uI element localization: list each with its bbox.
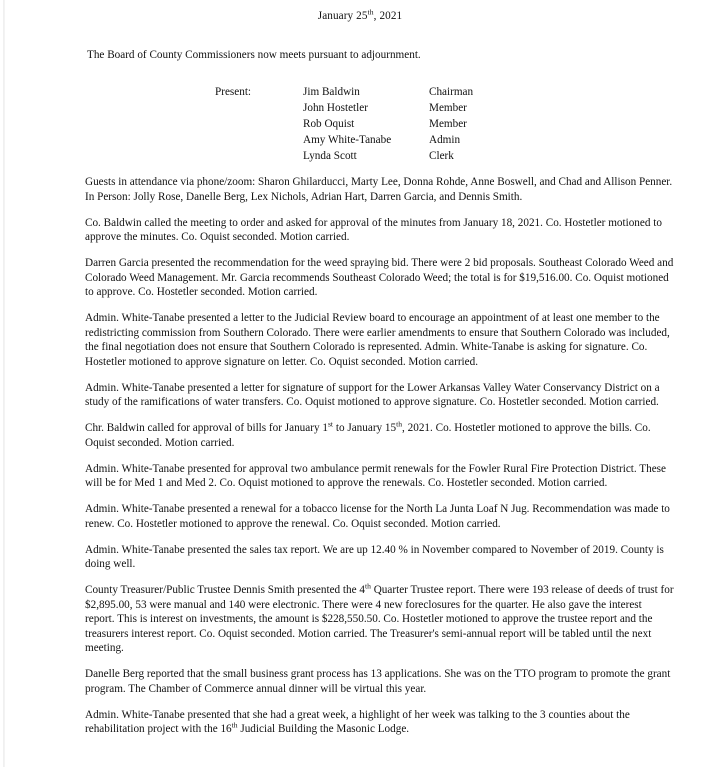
bills-ordinal-fifteenth: th [396,419,403,429]
highlight-judicial-ordinal: th [231,720,238,730]
tobacco-license-paragraph: Admin. White-Tanabe presented a renewal for a tobacco license for the North La Junta Loaf N Jug. Recommendation was made to renew. Co. Hostetler motioned to approve the renewal. Co. Oquist seconded. Motion carried. [85,503,670,530]
sales-tax-paragraph: Admin. White-Tanabe presented the sales tax report. We are up 12.40 % in November compared to November of 2019. County is doing well. [85,543,664,570]
bills-text-c: , 2021. Co. Hostetler motioned to approve the bills. Co. Oquist seconded. Motion carried. [85,422,651,449]
treasurer-quarter-ordinal: th [365,581,371,591]
roster-spacer [85,133,303,149]
treasurer-text-b: Quarter Trustee report. There were 193 release of deeds of trust for $2,895.00, 53 were manual and 140 were electronic. There were 4 new foreclosures for the quarter. He also gave the interest report. This is interest on investments, the amount is $228,550.50. Co. Hostetler motioned to approve the trustee report and the treasurers interest report. Co. Oquist seconded. Motion carried. The Treasurer's semi-annual report will be tabled until the next meeting. [85,584,674,654]
document-date [0,7,720,22]
roster-row [85,149,549,165]
bills-ordinal-first: st [327,419,334,429]
bills-text-a: Chr. Baldwin called for approval of bills for January 1 [85,422,328,434]
minutes-body [85,175,674,737]
roster-row [85,133,549,149]
attendee-role: Member [429,117,467,130]
treasurer-report-paragraph [85,583,674,656]
weed-bid-paragraph: Darren Garcia presented the recommendation for the weed spraying bid. There were 2 bid proposals. Southeast Colorado Weed and Colorado Weed Management. Mr. Garcia recommends Southeast Colorado Weed; the total is for $19,516.00. Co. Oquist motioned to approve. Co. Hostetler seconded. Motion carried. [85,257,674,298]
guests-inperson-paragraph: In Person: Jolly Rose, Danelle Berg, Lex Nichols, Adrian Hart, Darren Garcia, and Dennis Smith. [85,190,523,203]
admin-highlight-paragraph [85,708,674,737]
minutes-approval-paragraph: Co. Baldwin called the meeting to order and asked for approval of the minutes from January 18, 2021. Co. Hostetler motioned to approve the minutes. Co. Oquist seconded. Motion carried. [85,216,662,243]
date-year: , 2021 [373,10,403,22]
attendee-role: Member [429,101,467,114]
attendee-name: John Hostetler [303,101,368,114]
bills-approval-paragraph [85,421,674,450]
roster-row [85,85,549,101]
attendee-name: Lynda Scott [303,149,357,162]
bills-text-b: to January 15 [333,422,397,434]
roster-row [85,101,549,117]
date-ordinal-suffix: th [367,7,374,17]
attendee-name: Jim Baldwin [303,85,360,98]
treasurer-text-a: County Treasurer/Public Trustee Dennis Smith presented the 4 [85,584,365,596]
highlight-text-a: Admin. White-Tanabe presented that she had a great week, a highlight of her week was talking to the 3 counties about the rehabilitation project with the 16 [85,708,630,735]
document-header-block [85,48,673,165]
small-business-grant-paragraph: Danelle Berg reported that the small business grant process has 13 applications. She was on the TTO program to promote the grant program. The Chamber of Commerce annual dinner will be virtual this year. [85,668,671,695]
attendee-role: Chairman [429,85,474,98]
roster-spacer [85,149,303,165]
judicial-review-paragraph: Admin. White-Tanabe presented a letter to the Judicial Review board to encourage an appointment of at least one member to the redistricting commission from Southern Colorado. There were earlier amendments to ensure that Southern Colorado was included, the final negotiation does not ensure that Southern Colorado is represented. Admin. White-Tanabe is asking for signature. Co. Hostetler motioned to approve signature on letter. Co. Oquist seconded. Motion carried. [85,312,670,368]
attendee-roster [85,85,549,165]
ambulance-permit-paragraph: Admin. White-Tanabe presented for approval two ambulance permit renewals for the Fowler Rural Fire Protection District. These will be for Med 1 and Med 2. Co. Oquist motioned to approve the renewals. Co. Hostetler seconded. Motion carried. [85,462,666,489]
highlight-text-b: Judicial Building the Masonic Lodge. [237,723,410,735]
roster-spacer [85,101,303,117]
attendee-name: Rob Oquist [303,117,355,130]
attendee-role: Admin [429,133,461,146]
date-month-day: January 25 [317,10,368,22]
present-label: Present: [215,85,252,98]
roster-row [85,117,549,133]
attendee-name: Amy White-Tanabe [303,133,392,146]
water-conservancy-paragraph: Admin. White-Tanabe presented a letter for signature of support for the Lower Arkansas Valley Water Conservancy District on a study of the ramifications of water transfers. Co. Oquist motioned to approve signature. Co. Hostetler seconded. Motion carried. [85,381,660,408]
guests-phone-paragraph: Guests in attendance via phone/zoom: Sharon Ghilarducci, Marty Lee, Donna Rohde, Anne Boswell, and Chad and Allison Penner. [85,176,673,188]
roster-spacer [85,117,303,133]
opening-statement: The Board of County Commissioners now meets pursuant to adjournment. [87,49,421,61]
attendee-role: Clerk [429,149,454,162]
